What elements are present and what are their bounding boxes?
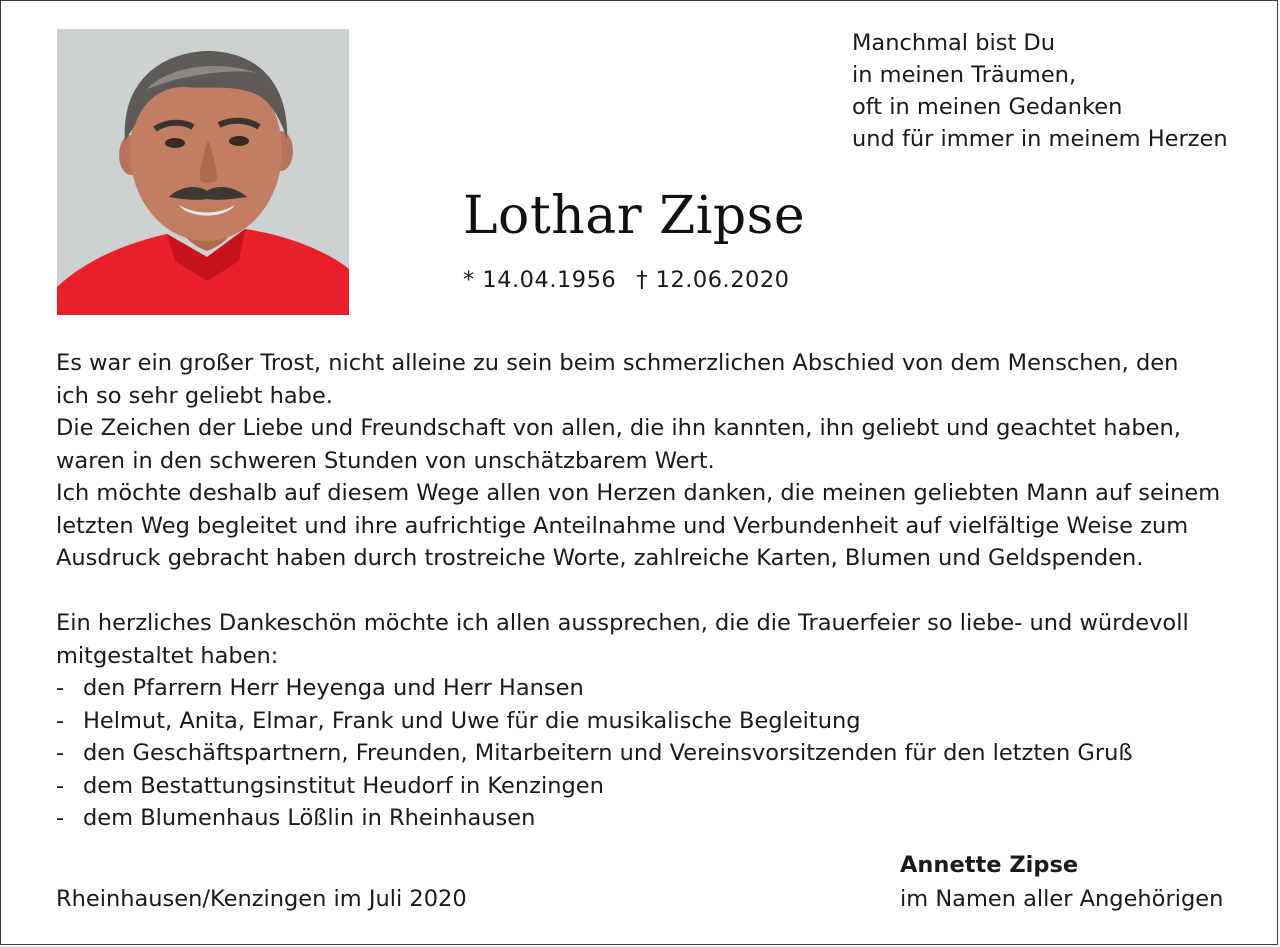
life-dates — [463, 265, 789, 295]
text-line: Ausdruck gebracht haben durch trostreiche Worte, zahlreiche Karten, Blumen und Geldspenden. — [56, 545, 1144, 571]
list-marker: - — [56, 805, 65, 831]
list-item — [56, 802, 1236, 835]
poem-line: und für immer in meinem Herzen — [852, 126, 1228, 152]
poem-line: oft in meinen Gedanken — [852, 94, 1123, 120]
list-item — [56, 770, 1236, 803]
list-marker: - — [56, 740, 65, 766]
text-line: Ich möchte deshalb auf diesem Wege allen von Herzen danken, die meinen geliebten Mann auf seinem — [56, 480, 1221, 506]
text-line: Ein herzliches Dankeschön möchte ich allen aussprechen, die die Trauerfeier so liebe- und würdevoll — [56, 610, 1189, 636]
list-marker: - — [56, 707, 65, 734]
poem — [852, 27, 1228, 155]
list-item-text: Helmut, Anita, Elmar, Frank und Uwe für die musikalische Begleitung — [83, 707, 861, 734]
list-item-text: dem Blumenhaus Lößlin in Rheinhausen — [83, 805, 536, 831]
list-item-text: den Geschäftspartnern, Freunden, Mitarbeitern und Vereinsvorsitzenden für den letzten Gruß — [83, 740, 1133, 766]
signature-subtitle: im Namen aller Angehörigen — [900, 886, 1224, 912]
birth-date: * 14.04.1956 — [463, 267, 617, 293]
list-item — [56, 705, 1236, 738]
portrait-photo — [57, 29, 349, 315]
text-line: mitgestaltet haben: — [56, 642, 279, 669]
paragraph-spacer — [56, 575, 1236, 608]
text-line: Es war ein großer Trost, nicht alleine zu sein beim schmerzlichen Abschied von dem Menschen, den — [56, 350, 1179, 376]
poem-line: in meinen Träumen, — [852, 62, 1077, 88]
list-item-text: dem Bestattungsinstitut Heudorf in Kenzingen — [83, 772, 604, 799]
deceased-name: Lothar Zipse — [463, 186, 806, 246]
list-marker: - — [56, 675, 65, 701]
text-line: waren in den schweren Stunden von unschätzbarem Wert. — [56, 447, 715, 474]
list-marker: - — [56, 772, 65, 799]
place-and-date: Rheinhausen/Kenzingen im Juli 2020 — [56, 886, 467, 912]
list-item-text: den Pfarrern Herr Heyenga und Herr Hansen — [83, 675, 584, 701]
death-date: † 12.06.2020 — [636, 267, 790, 293]
list-item — [56, 672, 1236, 705]
text-line: letzten Weg begleitet und ihre aufrichtige Anteilnahme und Verbundenheit auf vielfältige Weise zum — [56, 512, 1189, 539]
poem-line: Manchmal bist Du — [852, 30, 1056, 56]
signature-name: Annette Zipse — [900, 852, 1079, 878]
list-item — [56, 737, 1236, 770]
thank-you-text — [56, 347, 1236, 835]
text-line: ich so sehr geliebt habe. — [56, 382, 333, 409]
text-line: Die Zeichen der Liebe und Freundschaft von allen, die ihn kannten, ihn geliebt und geachtet haben, — [56, 415, 1181, 441]
